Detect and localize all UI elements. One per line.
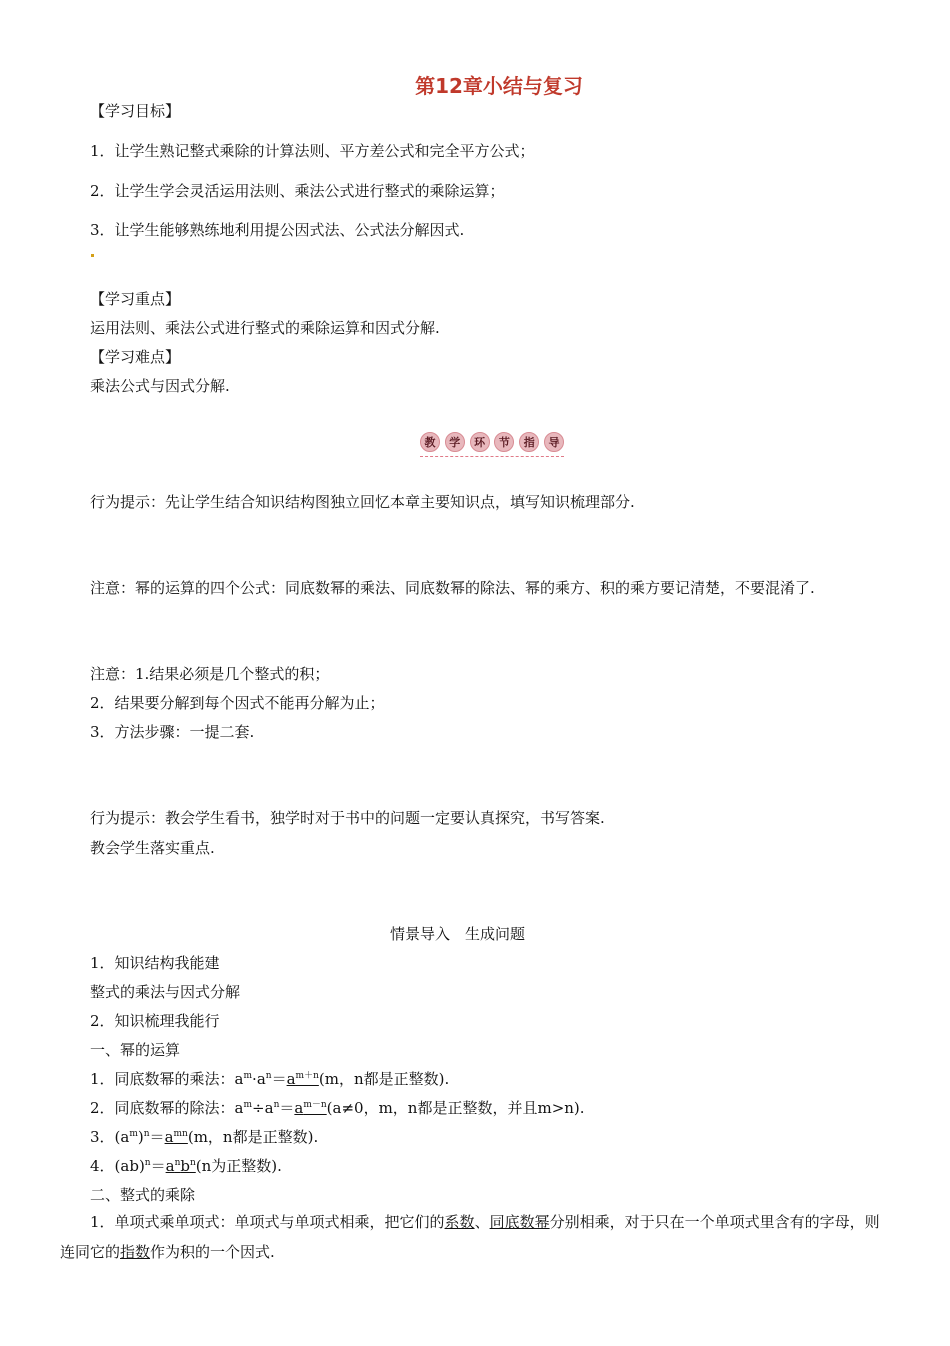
formula-answer: $a^{m+n}$ xyxy=(286,1070,319,1088)
answer-coefficient: 系数 xyxy=(444,1213,475,1231)
section-line-2: 整式的乘法与因式分解 xyxy=(90,983,241,1001)
note-factoring-3: 3．方法步骤：一提二套. xyxy=(90,723,255,741)
formula-power-of-power xyxy=(90,1127,318,1147)
section-line-3: 2．知识梳理我能行 xyxy=(90,1012,220,1030)
objective-item-3: 3．让学生能够熟练地利用提公因式法、公式法分解因式. xyxy=(90,221,465,239)
section-heading: 情景导入 生成问题 xyxy=(390,925,526,943)
formula-op: ·a xyxy=(252,1070,266,1088)
paragraph-text: 分别相乘，对于只在一个单项式里含有的字母，则连同它的 xyxy=(60,1213,880,1261)
formula-base: a xyxy=(234,1099,244,1117)
banner-char: 环 xyxy=(470,432,490,452)
formula-label: 4． xyxy=(90,1157,115,1175)
banner-char: 学 xyxy=(445,432,465,452)
behavior-hint-3: 教会学生落实重点. xyxy=(90,839,215,857)
teaching-guide-banner xyxy=(420,432,564,452)
formula-quotient-rule xyxy=(90,1098,585,1118)
answer-same-base-power: 同底数幂 xyxy=(489,1213,550,1231)
monomial-rule-paragraph xyxy=(60,1207,892,1267)
formula-base: (ab) xyxy=(114,1157,145,1175)
behavior-hint-2: 行为提示：教会学生看书，独学时对于书中的问题一定要认真探究，书写答案. xyxy=(90,809,605,827)
formula-answer: $a^nb^n$ xyxy=(165,1157,196,1175)
page-title: 第12章小结与复习 xyxy=(415,74,583,98)
paragraph-text: 、 xyxy=(474,1213,490,1231)
formula-label: 2．同底数幂的除法： xyxy=(90,1099,235,1117)
formula-base: a xyxy=(234,1070,244,1088)
section-line-4: 一、幂的运算 xyxy=(90,1041,181,1059)
formula-exp: n xyxy=(273,1100,280,1110)
paragraph-text: 1．单项式乘单项式：单项式与单项式相乘，把它们的 xyxy=(90,1213,445,1231)
banner-char: 导 xyxy=(544,432,564,452)
formula-exp: m xyxy=(129,1129,138,1139)
decorative-dot xyxy=(91,254,94,257)
formula-exp: m xyxy=(243,1100,253,1110)
formula-product-rule xyxy=(90,1069,449,1089)
behavior-hint-1: 行为提示：先让学生结合知识结构图独立回忆本章主要知识点，填写知识梳理部分. xyxy=(90,493,635,511)
note-power-rules: 注意：幂的运算的四个公式：同底数幂的乘法、同底数幂的除法、幂的乘方、积的乘方要记清楚，不要混淆了. xyxy=(90,579,815,597)
key-points-text: 运用法则、乘法公式进行整式的乘除运算和因式分解. xyxy=(90,319,440,337)
formula-condition: (m，n都是正整数). xyxy=(187,1128,319,1146)
formula-condition: (m，n都是正整数). xyxy=(318,1070,450,1088)
formula-answer: $a^{m-n}$ xyxy=(294,1099,327,1117)
formula-eq: ＝ xyxy=(150,1157,166,1175)
formula-exp: n xyxy=(144,1158,151,1168)
note-factoring-1: 注意：1.结果必须是几个整式的积； xyxy=(90,665,330,683)
objective-item-2: 2．让学生学会灵活运用法则、乘法公式进行整式的乘除运算； xyxy=(90,182,505,200)
difficult-points-heading: 【学习难点】 xyxy=(90,348,181,366)
answer-exponent: 指数 xyxy=(120,1243,151,1261)
formula-label: 3． xyxy=(90,1128,115,1146)
banner-char: 指 xyxy=(519,432,539,452)
key-points-heading: 【学习重点】 xyxy=(90,290,181,308)
formula-exp: n xyxy=(143,1129,150,1139)
formula-eq: ＝ xyxy=(279,1099,295,1117)
section-line-1: 1．知识结构我能建 xyxy=(90,954,220,972)
objective-item-1: 1．让学生熟记整式乘除的计算法则、平方差公式和完全平方公式； xyxy=(90,142,535,160)
formula-power-of-product xyxy=(90,1156,282,1176)
formula-answer: $a^{mn}$ xyxy=(164,1128,188,1146)
objectives-heading: 【学习目标】 xyxy=(90,102,181,120)
formula-condition: (a≠0，m，n都是正整数，并且m>n). xyxy=(326,1099,585,1117)
section-line-5: 二、整式的乘除 xyxy=(90,1186,196,1204)
formula-paren: ) xyxy=(137,1128,144,1146)
difficult-points-text: 乘法公式与因式分解. xyxy=(90,377,230,395)
formula-exp: n xyxy=(265,1071,272,1081)
formula-eq: ＝ xyxy=(271,1070,287,1088)
note-factoring-2: 2．结果要分解到每个因式不能再分解为止； xyxy=(90,694,385,712)
formula-base: (a xyxy=(114,1128,130,1146)
formula-exp: m xyxy=(243,1071,253,1081)
formula-condition: (n为正整数). xyxy=(195,1157,282,1175)
paragraph-text: 作为积的一个因式. xyxy=(150,1243,275,1261)
banner-char: 教 xyxy=(420,432,440,452)
formula-op: ÷a xyxy=(252,1099,274,1117)
banner-divider xyxy=(420,456,564,457)
formula-eq: ＝ xyxy=(149,1128,165,1146)
banner-char: 节 xyxy=(494,432,514,452)
formula-label: 1．同底数幂的乘法： xyxy=(90,1070,235,1088)
